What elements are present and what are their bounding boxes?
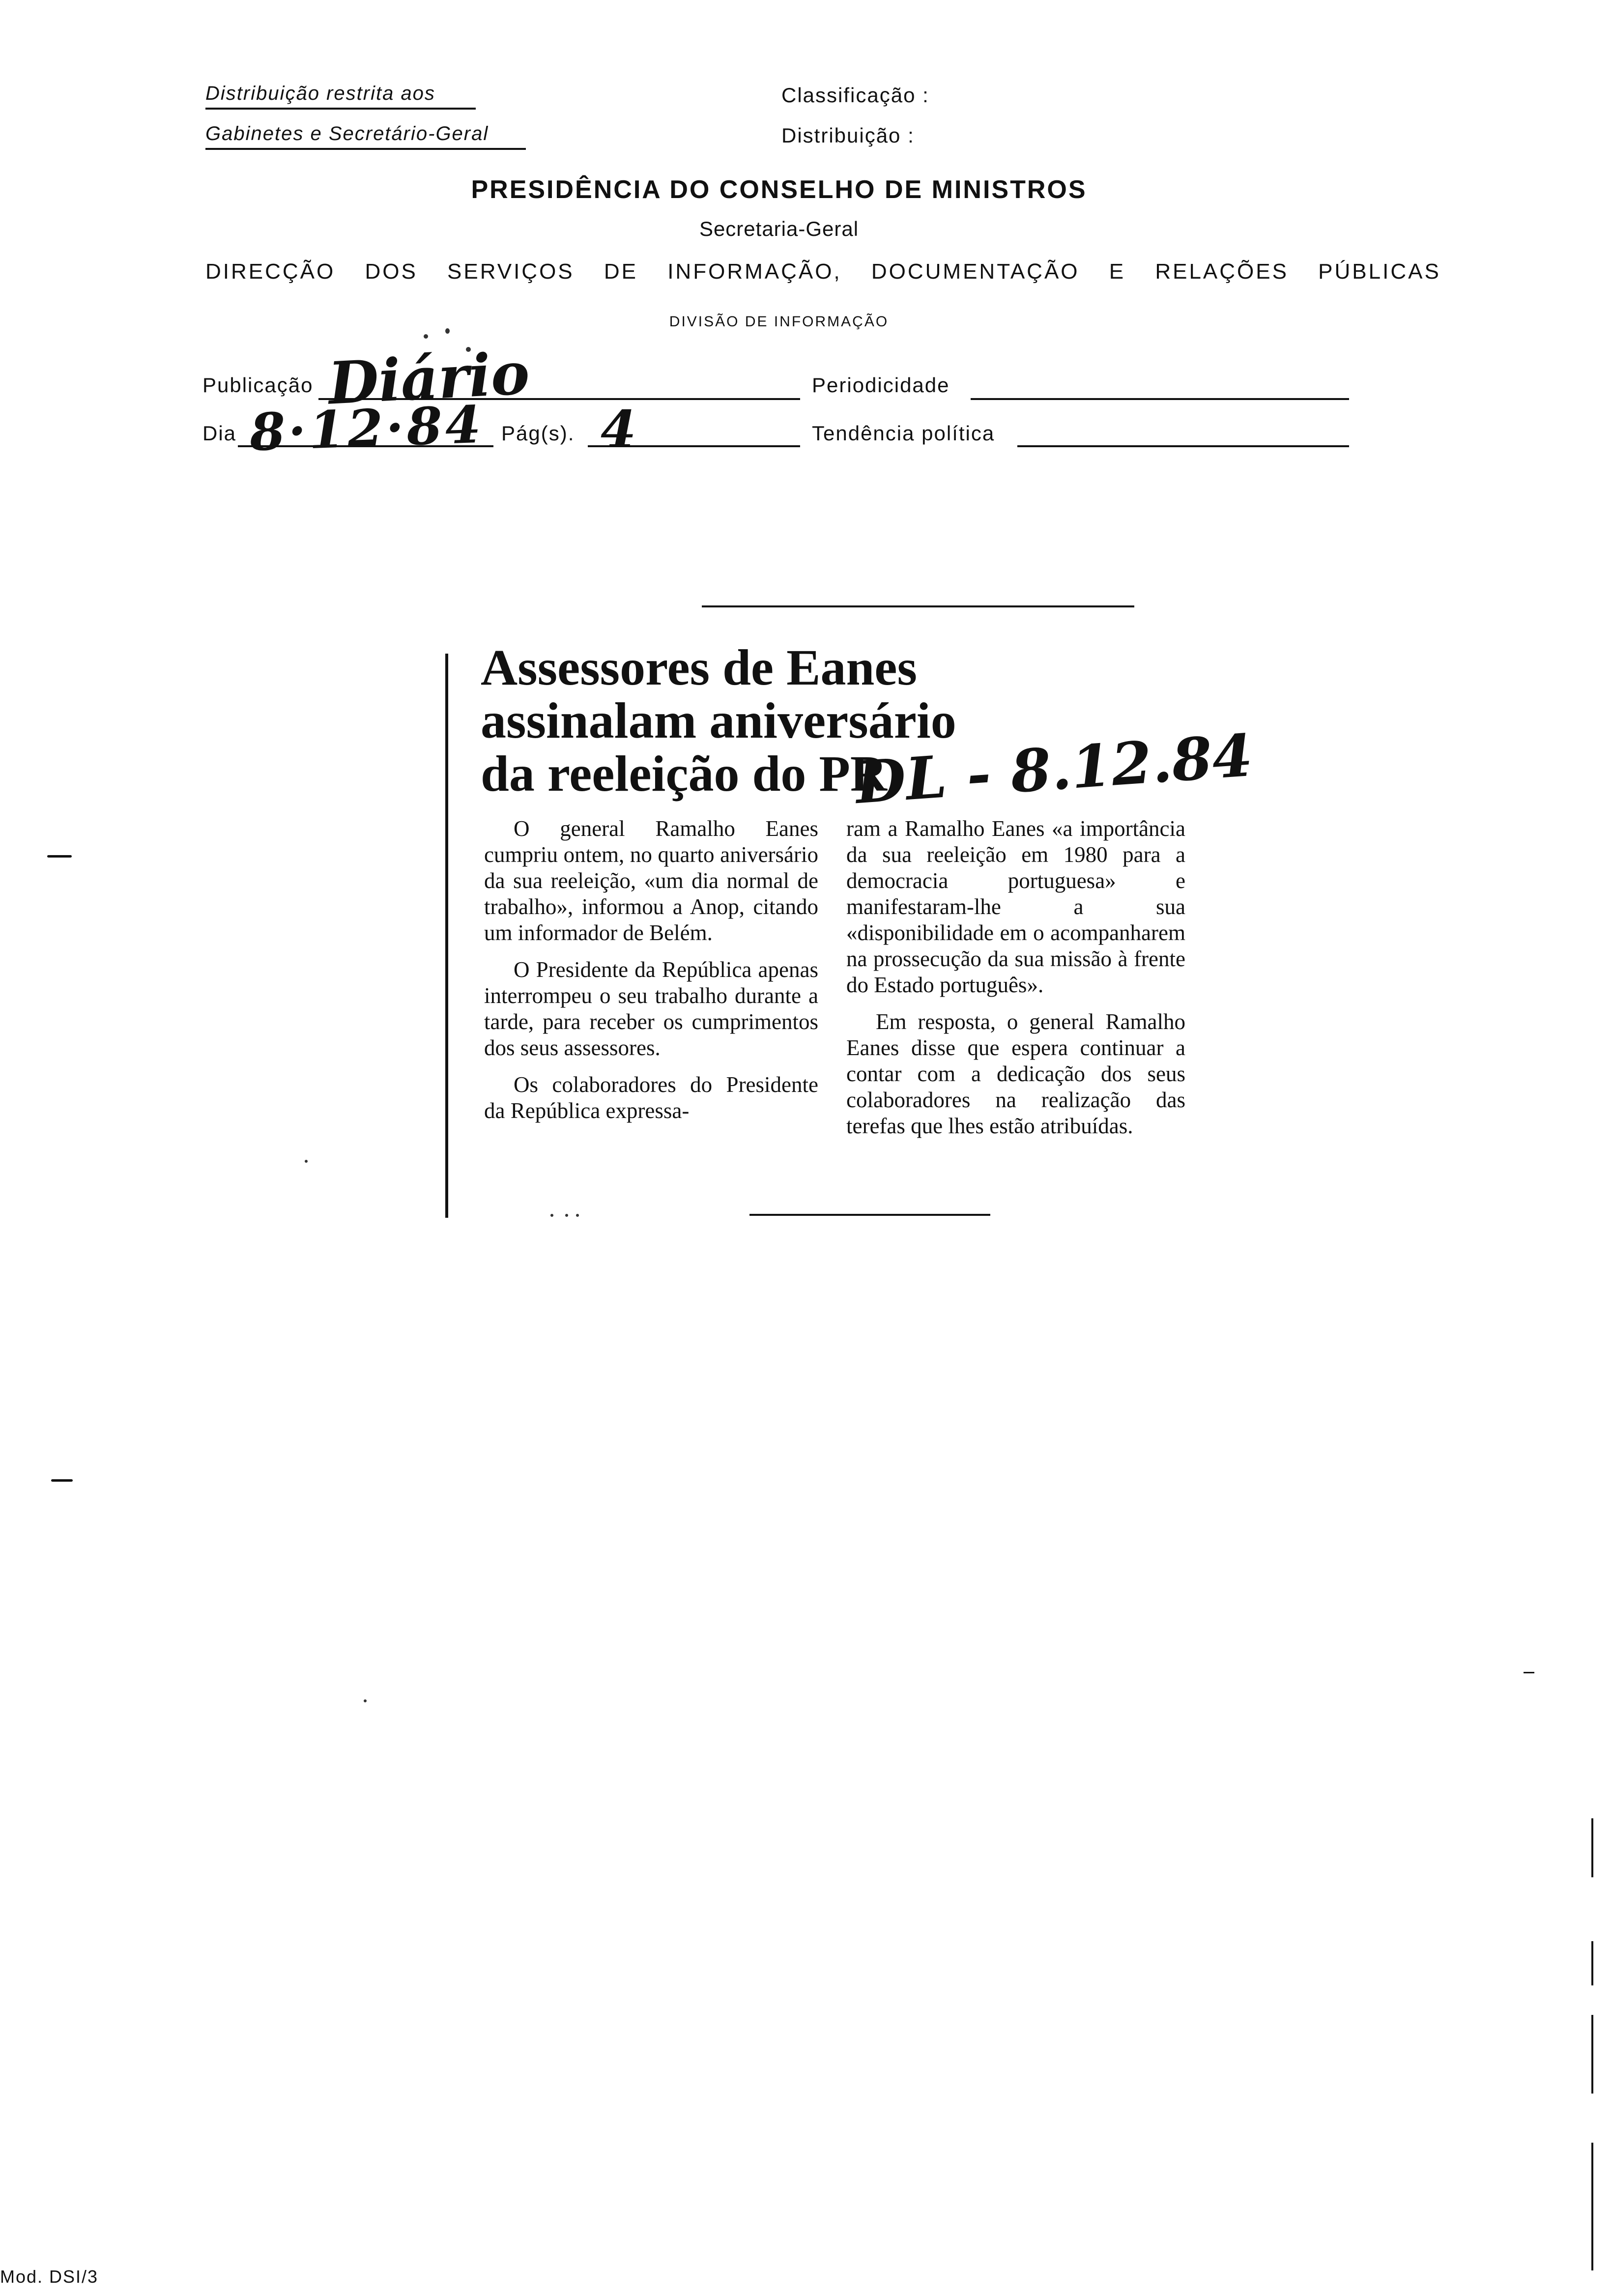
speck	[364, 1699, 367, 1702]
model-reference: Mod. DSI/3	[0, 2267, 99, 2287]
article-paragraph: O Presidente da República apenas interrompeu o seu trabalho durante a tarde, para receber os cumprimentos dos seus assessores.	[484, 957, 818, 1060]
speck	[445, 328, 450, 334]
tendency-label: Tendência política	[812, 422, 995, 445]
publication-label: Publicação	[202, 373, 314, 397]
day-label: Dia	[202, 422, 237, 445]
scan-mark	[51, 1479, 73, 1482]
periodicity-label: Periodicidade	[812, 373, 950, 397]
pages-handwritten-value: 4	[601, 399, 636, 459]
day-handwritten-value: 8·12·84	[248, 394, 485, 463]
scan-edge-mark	[1591, 1818, 1593, 1877]
scan-mark	[47, 855, 72, 858]
article-paragraph: O general Ramalho Eanes cumpriu ontem, no quarto aniversário da sua reeleição, «um dia normal de trabalho», informou a Anop, citando um informador de Belém.	[484, 816, 818, 945]
article-paragraph: Em resposta, o general Ramalho Eanes disse que espera continuar a contar com a dedicação dos seus colaboradores na realização das terefas que lhes estão atribuídas.	[846, 1009, 1185, 1138]
tendency-field-line	[1017, 445, 1349, 447]
pages-label: Pág(s).	[501, 422, 575, 445]
classification-label: Classificação :	[781, 84, 929, 107]
scan-edge-mark	[1591, 1941, 1593, 1985]
speck	[424, 334, 428, 339]
clipping-left-rule	[445, 654, 448, 1218]
distribution-line-1: Distribuição restrita aos	[205, 83, 476, 110]
scan-edge-mark	[1591, 2143, 1593, 2270]
scan-mark	[1524, 1672, 1534, 1673]
publication-handwritten-value: Diário	[326, 339, 531, 418]
division-title: DIVISÃO DE INFORMAÇÃO	[669, 314, 889, 330]
page-title: PRESIDÊNCIA DO CONSELHO DE MINISTROS	[471, 175, 1087, 204]
periodicity-field-line	[971, 398, 1349, 400]
speck	[305, 1160, 308, 1163]
article-headline-line-1: Assessores de Eanes	[481, 639, 917, 696]
distribution-line-2: Gabinetes e Secretário-Geral	[205, 123, 526, 150]
handwritten-annotation: DL - 8.12.84	[853, 720, 1255, 817]
clipping-bottom-rule	[749, 1214, 990, 1216]
speck	[565, 1214, 568, 1217]
article-headline-line-3: da reeleição do PR	[481, 746, 888, 802]
clipping-top-rule	[702, 605, 1134, 607]
secretariat-title: Secretaria-Geral	[699, 217, 859, 240]
article-paragraph: ram a Ramalho Eanes «a importância da sua reeleição em 1980 para a democracia portuguesa» e manifestaram-lhe a sua «disponibilidade em o acompanharem na prossecução da sua missão à frente do Estado português».	[846, 816, 1185, 997]
article-headline-line-2: assinalam aniversário	[481, 692, 956, 749]
article-column-2	[846, 816, 1185, 1150]
article-paragraph: Os colaboradores do Presidente da República expressa-	[484, 1072, 818, 1123]
article-column-1	[484, 816, 818, 1135]
scan-edge-mark	[1591, 2015, 1593, 2094]
speck	[550, 1214, 553, 1217]
distribution-label: Distribuição :	[781, 124, 915, 147]
directorate-title: DIRECÇÃO DOS SERVIÇOS DE INFORMAÇÃO, DOCUMENTAÇÃO E RELAÇÕES PÚBLICAS	[205, 259, 1441, 284]
speck	[576, 1214, 579, 1217]
